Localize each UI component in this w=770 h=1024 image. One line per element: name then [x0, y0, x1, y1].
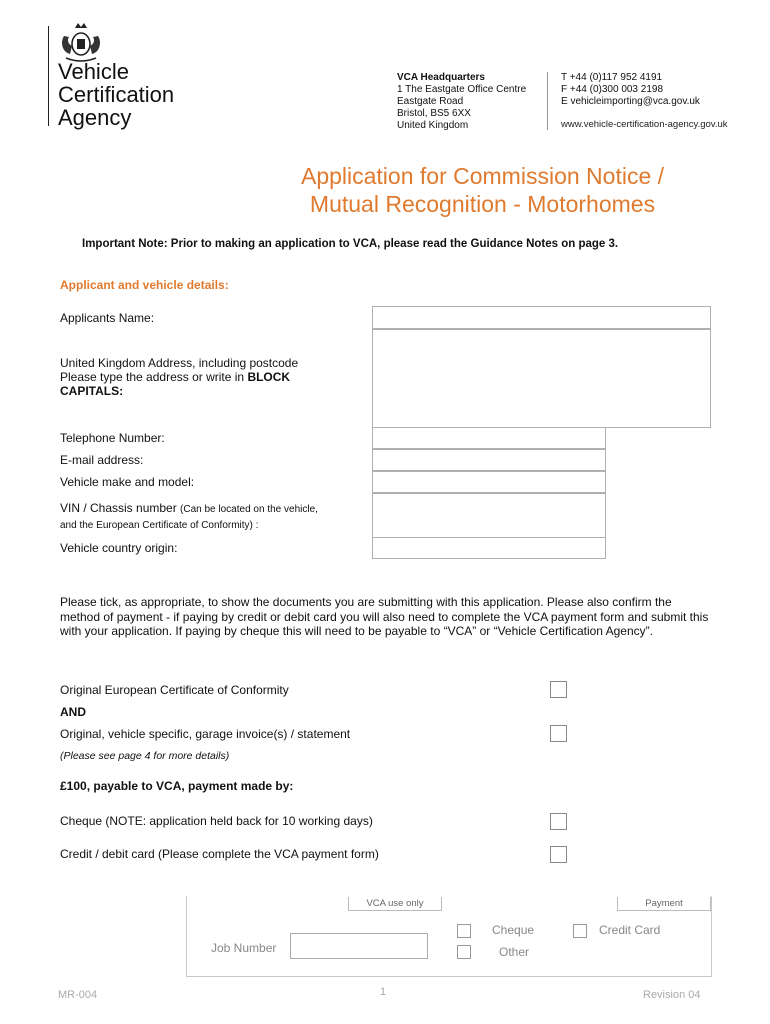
email-address: E vehicleimporting@vca.gov.uk	[561, 96, 700, 107]
invoice-checkbox[interactable]	[550, 725, 567, 742]
cheque-label: Cheque (NOTE: application held back for 10 working days)	[60, 814, 373, 828]
contact-block	[561, 72, 700, 108]
section-heading: Applicant and vehicle details:	[60, 278, 229, 292]
address-label-line3: CAPITALS:	[60, 384, 124, 398]
hq-address-line: Eastgate Road	[397, 96, 464, 107]
address-label-line1: United Kingdom Address, including postcode	[60, 356, 299, 370]
email-field[interactable]	[372, 449, 606, 471]
form-code: MR-004	[58, 989, 98, 1001]
hq-address-line: United Kingdom	[397, 120, 469, 131]
make-model-field[interactable]	[372, 471, 606, 493]
website-link[interactable]: www.vehicle-certification-agency.gov.uk	[561, 119, 728, 130]
see-page-note: (Please see page 4 for more details)	[60, 750, 230, 762]
payment-tab: Payment	[617, 897, 711, 911]
make-model-label: Vehicle make and model:	[60, 475, 195, 489]
coc-checkbox[interactable]	[550, 681, 567, 698]
card-checkbox[interactable]	[550, 846, 567, 863]
applicant-name-field[interactable]	[372, 306, 711, 329]
form-title	[0, 162, 770, 218]
vin-label-main: VIN / Chassis number	[60, 501, 181, 515]
country-origin-label: Vehicle country origin:	[60, 541, 178, 555]
vca-other-label: Other	[499, 945, 530, 959]
vca-use-only-tab: VCA use only	[348, 897, 442, 911]
address-label	[60, 356, 298, 398]
form-title-line1: Application for Commission Notice /	[300, 163, 665, 189]
vin-label-note: (Can be located on the vehicle,	[180, 504, 318, 515]
applicant-name-label: Applicants Name:	[60, 311, 155, 325]
and-label: AND	[60, 705, 86, 719]
vca-credit-card-checkbox[interactable]	[573, 924, 587, 938]
country-origin-field[interactable]	[372, 537, 606, 559]
revision-label: Revision 04	[643, 989, 701, 1001]
contact-divider	[547, 72, 548, 130]
address-label-bold: BLOCK	[247, 370, 291, 384]
vca-other-checkbox[interactable]	[457, 945, 471, 959]
payment-heading: £100, payable to VCA, payment made by:	[60, 779, 294, 793]
vca-credit-card-label: Credit Card	[599, 923, 661, 937]
job-number-label: Job Number	[211, 941, 277, 955]
email-label: E-mail address:	[60, 453, 144, 467]
brand-divider	[48, 26, 49, 126]
cheque-checkbox[interactable]	[550, 813, 567, 830]
form-title-line2: Mutual Recognition - Motorhomes	[309, 191, 656, 217]
job-number-field[interactable]	[290, 933, 428, 959]
address-field[interactable]	[372, 329, 711, 428]
vca-cheque-label: Cheque	[492, 923, 535, 937]
telephone-label: Telephone Number:	[60, 431, 165, 445]
fax-number: F +44 (0)300 003 2198	[561, 84, 664, 95]
agency-name-line: Agency	[58, 105, 132, 130]
card-label: Credit / debit card (Please complete the VCA payment form)	[60, 847, 379, 861]
vca-cheque-checkbox[interactable]	[457, 924, 471, 938]
vin-field[interactable]	[372, 493, 606, 538]
page-number: 1	[380, 986, 387, 998]
invoice-label: Original, vehicle specific, garage invoice(s) / statement	[60, 727, 351, 741]
agency-name-line: Certification	[58, 82, 175, 107]
address-label-line2	[60, 370, 298, 384]
important-note: Important Note: Prior to making an application to VCA, please read the Guidance Notes on page 3.	[82, 238, 619, 250]
hq-address-line: 1 The Eastgate Office Centre	[397, 84, 527, 95]
agency-name-line: Vehicle	[58, 59, 129, 84]
address-label-text: Please type the address or write in	[60, 370, 248, 384]
hq-title: VCA Headquarters	[397, 72, 485, 83]
vin-label	[60, 501, 318, 533]
instructions-paragraph: Please tick, as appropriate, to show the documents you are submitting with this application. Please also confirm the method of payment - if paying by credit or debit card you will also need to complete the VCA payment form and submit this with your application. If paying by cheque this will need to be payable to “VCA” or “Vehicle Certification Agency”.	[60, 595, 709, 638]
vin-label-note-line2: and the European Certificate of Conformity) :	[60, 520, 259, 531]
vin-label-line1	[60, 501, 318, 517]
hq-address-line: Bristol, BS5 6XX	[397, 108, 471, 119]
agency-name	[58, 60, 174, 129]
coc-label: Original European Certificate of Conformity	[60, 683, 289, 697]
telephone-field[interactable]	[372, 427, 606, 449]
phone-number: T +44 (0)117 952 4191	[561, 72, 663, 83]
hq-address-block	[397, 72, 526, 132]
